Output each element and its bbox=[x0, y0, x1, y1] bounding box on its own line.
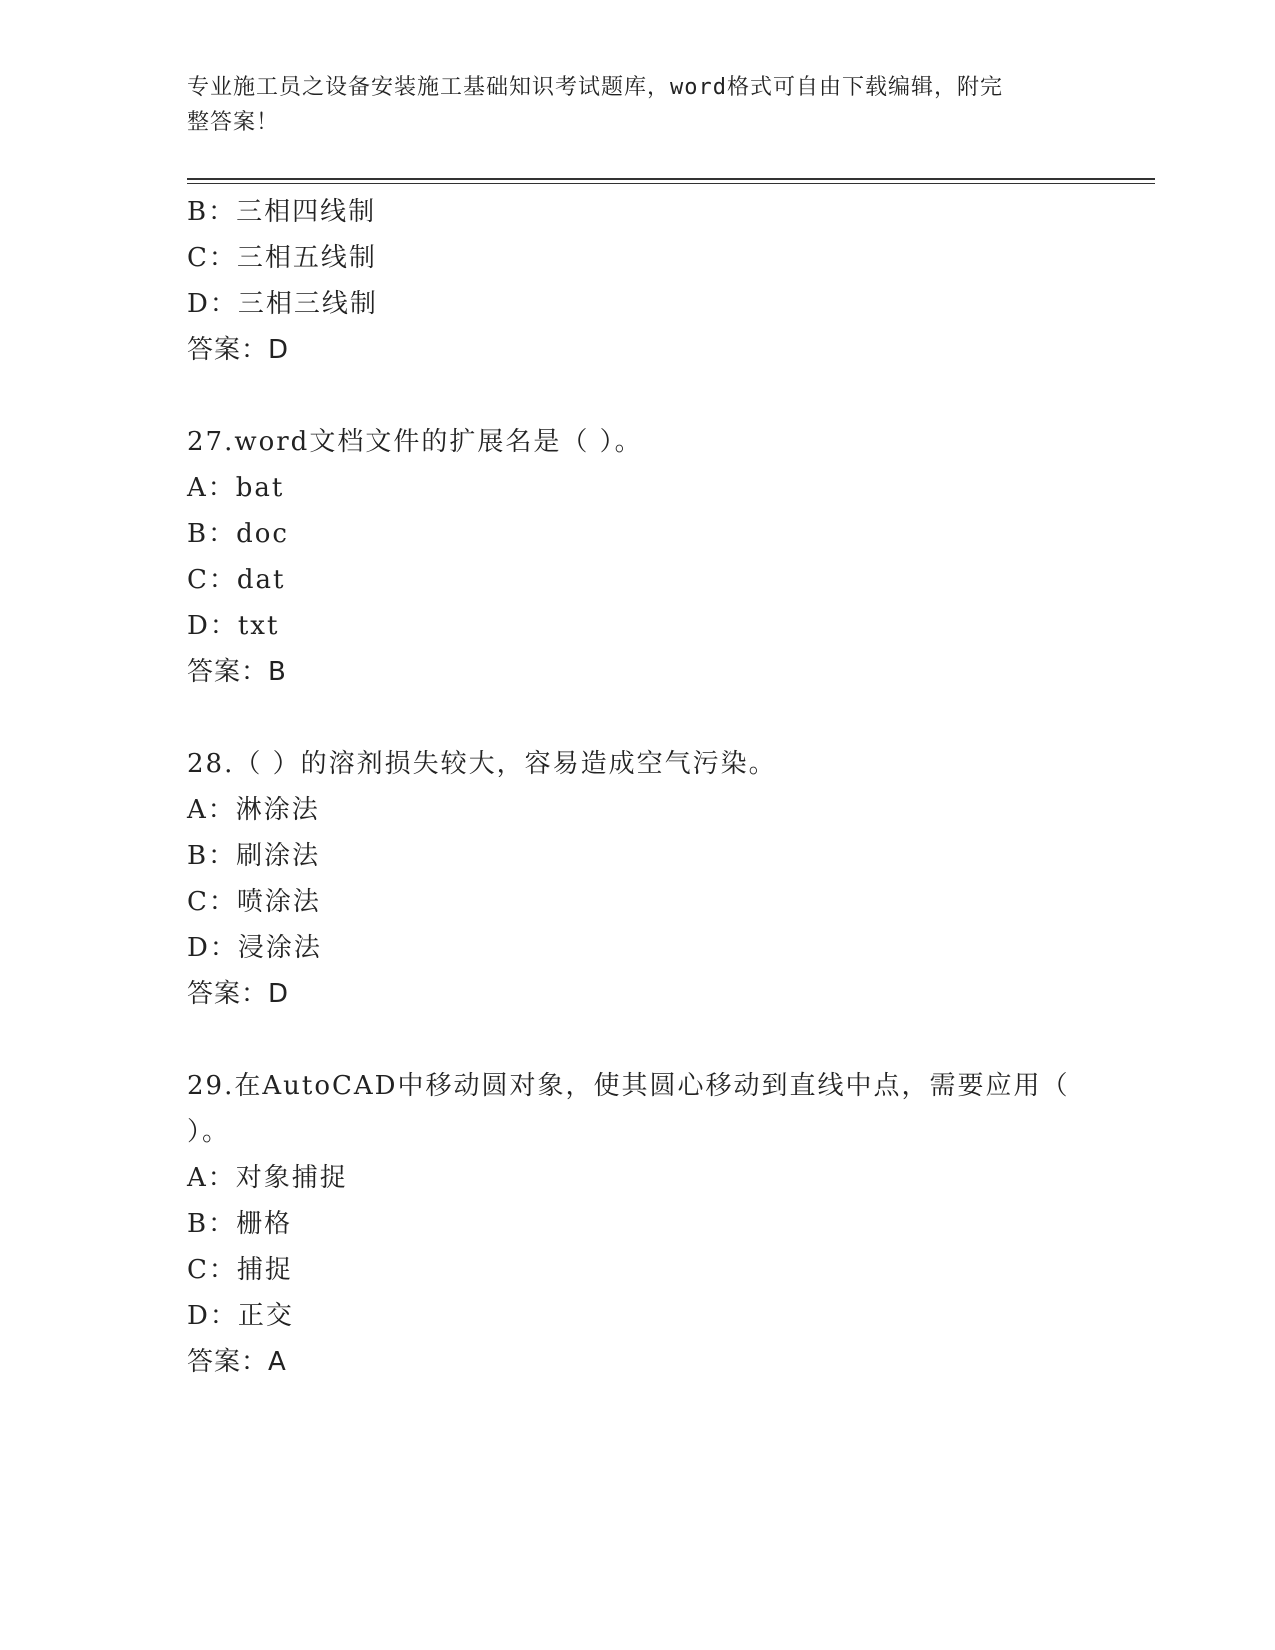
question-stem: 28.（ ）的溶剂损失较大，容易造成空气污染。 bbox=[187, 749, 777, 779]
question-27 bbox=[187, 419, 1087, 695]
option-b: B：栅格 bbox=[187, 1209, 293, 1239]
answer: 答案：D bbox=[187, 979, 290, 1009]
header-rule-thick bbox=[187, 178, 1155, 180]
question-29 bbox=[187, 1063, 1087, 1385]
option-a: A：淋涂法 bbox=[187, 795, 320, 825]
question-stem-line-2: ）。 bbox=[187, 1117, 231, 1147]
header-line-1: 专业施工员之设备安装施工基础知识考试题库，word格式可自由下载编辑，附完 bbox=[187, 75, 1003, 100]
question-stem-line-1: 29.在AutoCAD中移动圆对象，使其圆心移动到直线中点，需要应用（ bbox=[187, 1071, 1070, 1101]
question-stem: 27.word文档文件的扩展名是（ ）。 bbox=[187, 427, 643, 457]
option-a: A：bat bbox=[187, 473, 285, 503]
question-28 bbox=[187, 741, 1087, 1017]
question-26-tail bbox=[187, 189, 1087, 373]
header-rule-thin bbox=[187, 183, 1155, 184]
header-line-2: 整答案！ bbox=[187, 110, 280, 135]
option-c: C：三相五线制 bbox=[187, 243, 377, 273]
answer: 答案：B bbox=[187, 657, 287, 687]
option-c: C：dat bbox=[187, 565, 286, 595]
option-d: D：三相三线制 bbox=[187, 289, 378, 319]
question-list bbox=[187, 189, 1087, 1385]
answer: 答案：D bbox=[187, 335, 290, 365]
option-d: D：浸涂法 bbox=[187, 933, 322, 963]
answer: 答案：A bbox=[187, 1347, 287, 1377]
option-b: B：三相四线制 bbox=[187, 197, 377, 227]
option-d: D：txt bbox=[187, 611, 280, 641]
option-b: B：刷涂法 bbox=[187, 841, 321, 871]
option-b: B：doc bbox=[187, 519, 289, 549]
document-header bbox=[187, 70, 1067, 140]
option-c: C：喷涂法 bbox=[187, 887, 321, 917]
option-c: C：捕捉 bbox=[187, 1255, 293, 1285]
option-a: A：对象捕捉 bbox=[187, 1163, 348, 1193]
option-d: D：正交 bbox=[187, 1301, 294, 1331]
